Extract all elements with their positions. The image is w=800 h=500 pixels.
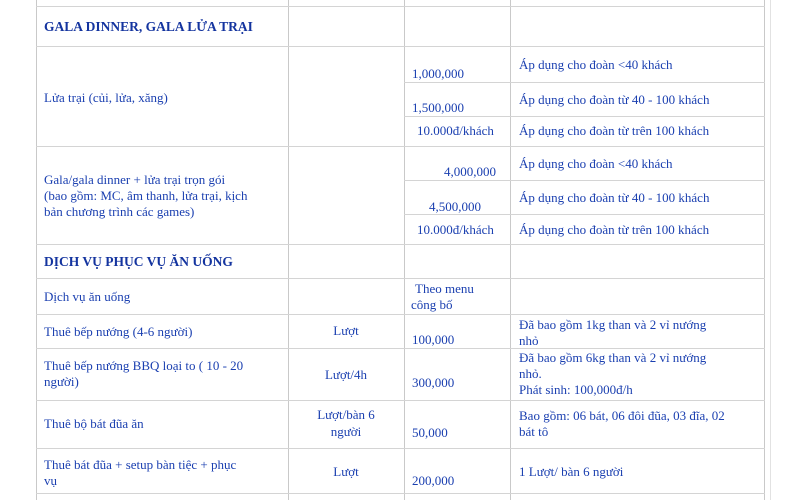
- grill-small-unit: Lượt: [333, 323, 359, 338]
- grill-bbq-unit: Lượt/4h: [324, 367, 368, 382]
- grill-small-note-line2: nhỏ: [519, 333, 539, 348]
- section-title-gala: GALA DINNER, GALA LỬA TRẠI: [44, 19, 253, 34]
- dishware-note-line1: Bao gồm: 06 bát, 06 đôi đũa, 03 đĩa, 02: [519, 408, 725, 423]
- grill-bbq-price: 300,000: [412, 375, 455, 390]
- col-divider-3: [510, 0, 511, 500]
- gala-package-note-2: Áp dụng cho đoàn từ 40 - 100 khách: [519, 190, 710, 205]
- row-line: [36, 46, 765, 47]
- campfire-note-3: Áp dụng cho đoàn từ trên 100 khách: [519, 123, 710, 138]
- section-title-food: DỊCH VỤ PHỤC VỤ ĂN UỐNG: [44, 254, 233, 269]
- row-line: [36, 348, 765, 349]
- row-line: [36, 314, 765, 315]
- banquet-setup-note: 1 Lượt/ bàn 6 người: [519, 464, 624, 479]
- gala-package-price-1: 4,000,000: [444, 164, 496, 179]
- campfire-price-2: 1,500,000: [412, 100, 464, 115]
- grill-bbq-note-line1: Đã bao gồm 6kg than và 2 vỉ nướng: [519, 350, 707, 365]
- row-line: [36, 6, 765, 7]
- campfire-price-1: 1,000,000: [412, 66, 464, 81]
- row-line: [404, 180, 765, 181]
- col-divider-2: [404, 0, 405, 500]
- gala-package-note-1: Áp dụng cho đoàn <40 khách: [519, 156, 673, 171]
- row-line: [36, 493, 765, 494]
- outer-frame-right: [770, 0, 771, 500]
- gala-package-name-line3: bản chương trình các games): [44, 204, 195, 219]
- row-line: [404, 116, 765, 117]
- campfire-note-2: Áp dụng cho đoàn từ 40 - 100 khách: [519, 92, 710, 107]
- grill-small-note-line1: Đã bao gồm 1kg than và 2 vỉ nướng: [519, 317, 707, 332]
- grill-small-name: Thuê bếp nướng (4-6 người): [44, 324, 193, 339]
- banquet-setup-name-line2: vụ: [44, 473, 57, 488]
- gala-package-price-3: 10.000đ/khách: [417, 222, 494, 237]
- gala-package-note-3: Áp dụng cho đoàn từ trên 100 khách: [519, 222, 710, 237]
- food-service-name: Dịch vụ ăn uống: [44, 289, 131, 304]
- gala-package-name-line1: Gala/gala dinner + lửa trại trọn gói: [44, 172, 226, 187]
- dishware-unit-line1: Lượt/bàn 6: [317, 407, 375, 422]
- row-line: [36, 448, 765, 449]
- grill-bbq-note-line3: Phát sinh: 100,000đ/h: [519, 382, 633, 397]
- row-line: [36, 278, 765, 279]
- banquet-setup-price: 200,000: [412, 473, 455, 488]
- row-line: [36, 244, 765, 245]
- grill-bbq-note-line2: nhỏ.: [519, 366, 542, 381]
- banquet-setup-unit: Lượt: [333, 464, 359, 479]
- table-border-left: [36, 0, 37, 500]
- gala-package-name-line2: (bao gồm: MC, âm thanh, lửa trại, kịch: [44, 188, 248, 203]
- row-line: [36, 400, 765, 401]
- grill-bbq-name-line1: Thuê bếp nướng BBQ loại to ( 10 - 20: [44, 358, 244, 373]
- dishware-note-line2: bát tô: [519, 424, 549, 439]
- banquet-setup-name-line1: Thuê bát đũa + setup bàn tiệc + phục: [44, 457, 237, 472]
- grill-bbq-name-line2: người): [44, 374, 79, 389]
- food-service-price-line2: công bố: [411, 297, 453, 312]
- dishware-price: 50,000: [412, 425, 448, 440]
- campfire-note-1: Áp dụng cho đoàn <40 khách: [519, 57, 673, 72]
- food-service-price-line1: Theo menu: [415, 281, 474, 296]
- dishware-unit-line2: người: [330, 424, 362, 439]
- grill-small-price: 100,000: [412, 332, 455, 347]
- gala-package-price-2: 4,500,000: [429, 199, 481, 214]
- row-line: [36, 146, 765, 147]
- table-border-right: [764, 0, 765, 500]
- dishware-name: Thuê bộ bát đũa ăn: [44, 416, 144, 431]
- row-line: [404, 82, 765, 83]
- campfire-name: Lửa trại (củi, lửa, xăng): [44, 90, 168, 105]
- campfire-price-3: 10.000đ/khách: [417, 123, 494, 138]
